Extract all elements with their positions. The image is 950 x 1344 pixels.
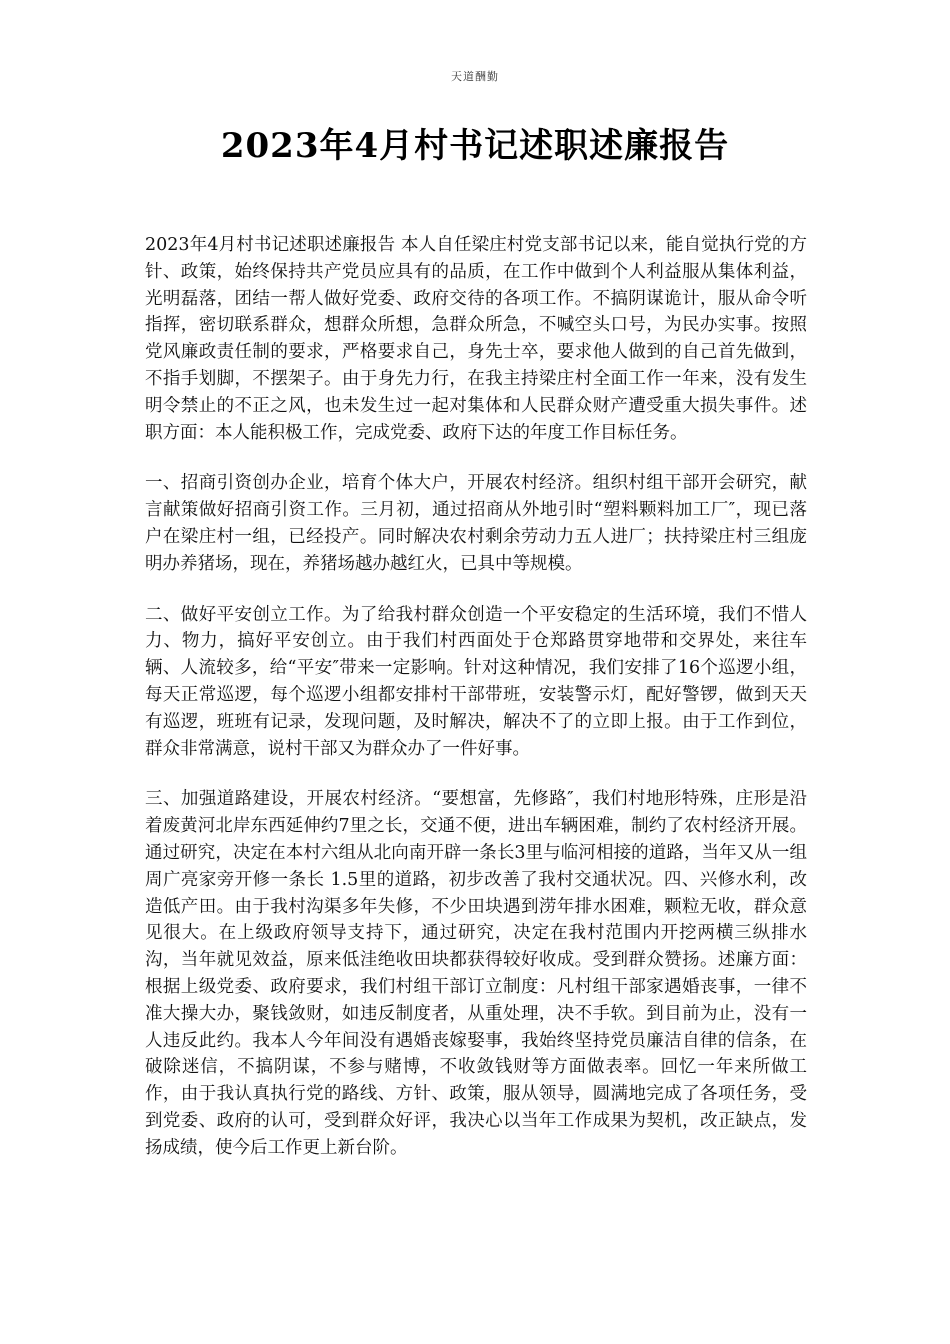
- paragraph-roads-and-integrity: 三、加强道路建设，开展农村经济。“要想富，先修路″，我们村地形特殊，庄形是沿着废黄河北岸东西延伸约7里之长，交通不便，进出车辆困难，制约了农村经济开展。通过研究，决定在本村六组从北向南开辟一条长3里与临河相接的道路，当年又从一组周广亮家旁开修一条长 1.5里的道路，初步改善了我村交通状况。四、兴修水利，改造低产田。由于我村沟渠多年失修，不少田块遇到涝年排水困难，颗粒无收，群众意见很大。在上级政府领导支持下，通过研究，决定在我村范围内开挖两横三纵排水沟，当年就见效益，原来低洼绝收田块都获得较好收成。受到群众赞扬。述廉方面：根据上级党委、政府要求，我们村组干部订立制度：凡村组干部家遇婚丧事，一律不准大操大办，聚钱敛财，如违反制度者，从重处理，决不手软。到目前为止，没有一人违反此约。我本人今年间没有遇婚丧嫁娶事，我始终坚持党员廉洁自律的信条，在破除迷信，不搞阴谋，不参与赌博，不收敛钱财等方面做表率。回忆一年来所做工作，由于我认真执行党的路线、方针、政策，服从领导，圆满地完成了各项任务，受到党委、政府的认可，受到群众好评，我决心以当年工作成果为契机，改正缺点，发扬成绩，使今后工作更上新台阶。: [145, 789, 807, 1158]
- document-title: 2023年4月村书记述职述廉报告: [220, 126, 730, 166]
- paragraph-investment: 一、招商引资创办企业，培育个体大户，开展农村经济。组织村组干部开会研究，献言献策做好招商引资工作。三月初，通过招商从外地引时“塑料颗料加工厂″，现已落户在梁庄村一组，已经投产。同时解决农村剩余劳动力五人进厂；扶持梁庄村三组庞明办养猪场，现在，养猪场越办越红火，已具中等规模。: [145, 473, 807, 574]
- paragraph-intro: 2023年4月村书记述职述廉报告 本人自任梁庄村党支部书记以来，能自觉执行党的方针、政策，始终保持共产党员应具有的品质，在工作中做到个人利益服从集体利益，光明磊落，团结一帮人做好党委、政府交待的各项工作。不搞阴谋诡计，服从命令听指挥，密切联系群众，想群众所想，急群众所急，不喊空头口号，为民办实事。按照党风廉政责任制的要求，严格要求自己，身先士卒，要求他人做到的自己首先做到，不指手划脚，不摆架子。由于身先力行，在我主持梁庄村全面工作一年来，没有发生明令禁止的不正之风，也未发生过一起对集体和人民群众财产遭受重大损失事件。述职方面：本人能积极工作，完成党委、政府下达的年度工作目标任务。: [145, 235, 807, 443]
- page-header: 天道酬勤: [451, 70, 499, 83]
- document-body: [145, 232, 807, 1186]
- paragraph-safety: 二、做好平安创立工作。为了给我村群众创造一个平安稳定的生活环境，我们不惜人力、物力，搞好平安创立。由于我们村西面处于仓郑路贯穿地带和交界处，来往车辆、人流较多，给“平安″带来一定影响。针对这种情况，我们安排了16个巡逻小组，每天正常巡逻，每个巡逻小组都安排村干部带班，安装警示灯，配好警锣，做到天天有巡逻，班班有记录，发现问题，及时解决，解决不了的立即上报。由于工作到位，群众非常满意，说村干部又为群众办了一件好事。: [145, 604, 807, 759]
